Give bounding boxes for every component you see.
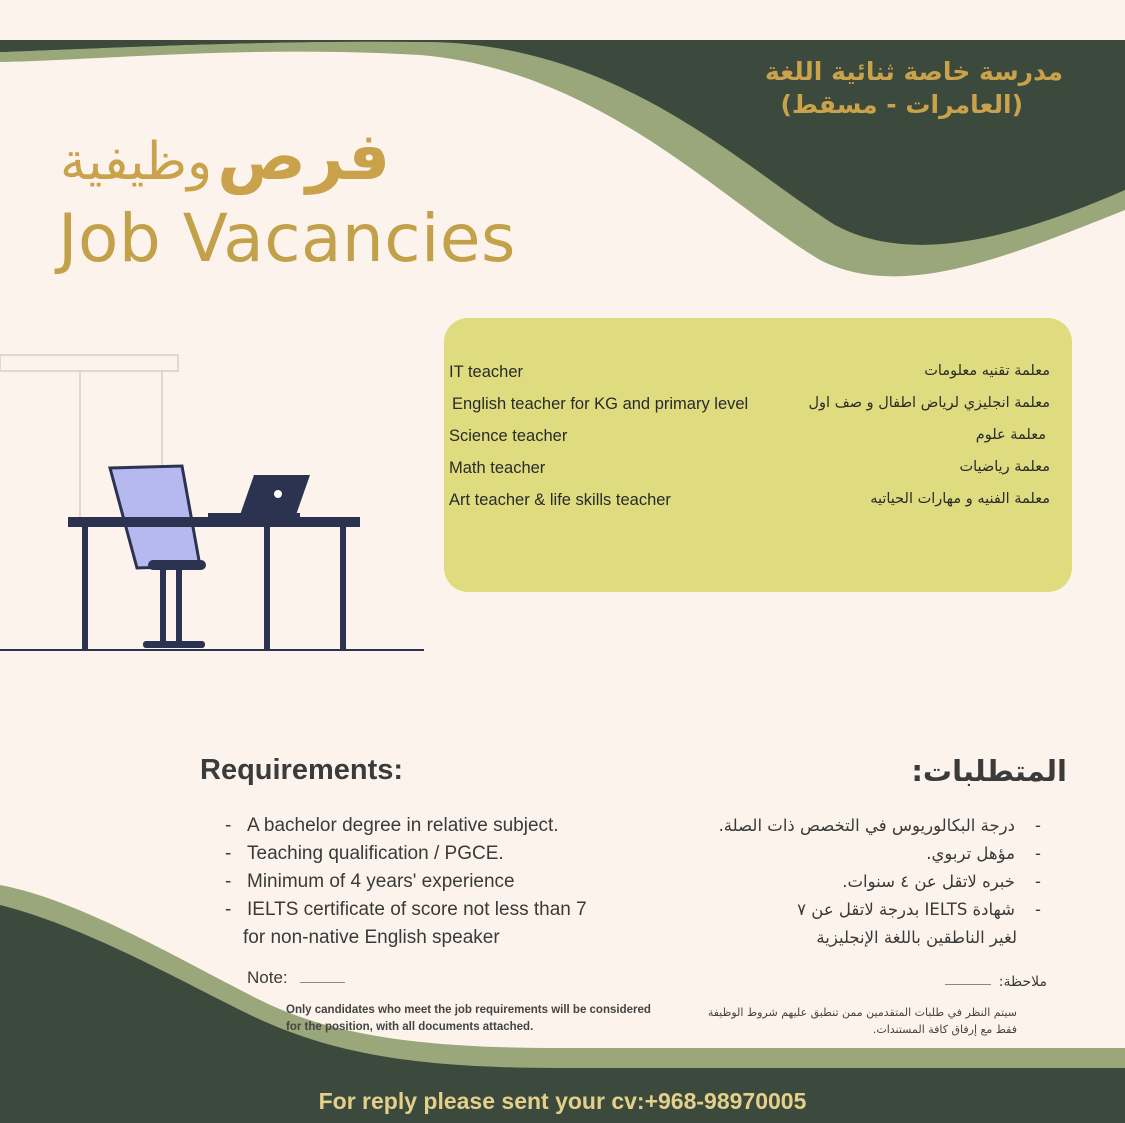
note-divider	[300, 982, 345, 983]
vacancy-arabic: معلمة انجليزي لرياض اطفال و صف اول	[808, 395, 1050, 411]
vacancy-arabic: معلمة الفنيه و مهارات الحياتيه	[870, 491, 1050, 507]
note-text-arabic: سيتم النظر في طلبات المتقدمين ممن تنطبق عليهم شروط الوظيفة فقط مع إرفاق كافة المستندات.	[707, 1006, 1017, 1036]
note-text-english: Only candidates who meet the job requirements will be considered for the position, with all documents attached.	[286, 1004, 651, 1033]
requirement-item: - A bachelor degree in relative subject.	[225, 815, 559, 836]
vacancy-english: Science teacher	[449, 427, 568, 445]
title-arabic-bold: فرص	[217, 118, 391, 195]
footer-contact: For reply please sent your cv:+968-98970005	[318, 1088, 807, 1114]
vacancy-english: IT teacher	[449, 363, 523, 381]
requirement-item: - IELTS certificate of score not less than 7	[225, 899, 587, 920]
title-arabic-light: وظيفية	[60, 132, 213, 192]
vacancy-arabic: معلمة علوم	[975, 427, 1046, 443]
vacancy-english: English teacher for KG and primary level	[452, 395, 749, 413]
vacancy-arabic: معلمة تقنيه معلومات	[924, 363, 1050, 379]
vacancy-row	[444, 395, 1072, 425]
title-english: Job Vacancies	[58, 200, 516, 277]
requirement-item-continuation: لغير الناطقين باللغة الإنجليزية	[816, 928, 1017, 947]
requirement-item: - Minimum of 4 years' experience	[225, 871, 515, 892]
note-label-arabic: ملاحظة:	[998, 974, 1047, 990]
title-arabic	[60, 118, 390, 195]
requirement-item: - Teaching qualification / PGCE.	[225, 843, 504, 864]
requirements-list-english	[225, 812, 655, 952]
requirements-list-arabic	[641, 812, 1041, 952]
school-name	[643, 56, 1063, 121]
vacancy-row	[444, 491, 1072, 521]
note-divider	[945, 984, 991, 985]
vacancy-arabic: معلمة رياضيات	[959, 459, 1050, 475]
vacancy-row	[444, 427, 1072, 457]
requirement-item: - درجة البكالوريوس في التخصص ذات الصلة.	[718, 816, 1041, 835]
school-name-line2: (العامرات - مسقط)	[780, 89, 1023, 119]
vacancy-english: Math teacher	[449, 459, 546, 477]
note-label-english: Note:	[247, 968, 288, 987]
requirements-title-english: Requirements:	[200, 754, 404, 786]
requirement-item-continuation: for non-native English speaker	[243, 927, 500, 948]
requirement-item: - خبره لاتقل عن ٤ سنوات.	[842, 872, 1041, 891]
vacancy-row	[444, 363, 1072, 393]
vacancy-english: Art teacher & life skills teacher	[449, 491, 671, 509]
school-name-line1: مدرسة خاصة ثنائية اللغة	[764, 57, 1063, 86]
vacancy-row	[444, 459, 1072, 489]
requirement-item: - مؤهل تربوي.	[926, 844, 1041, 863]
requirement-item: - شهادة IELTS بدرجة لاتقل عن ٧	[797, 900, 1041, 919]
laptop-logo-icon	[274, 490, 282, 498]
requirements-title-arabic: المتطلبات:	[911, 754, 1067, 788]
vacancy-list-box	[444, 318, 1072, 592]
